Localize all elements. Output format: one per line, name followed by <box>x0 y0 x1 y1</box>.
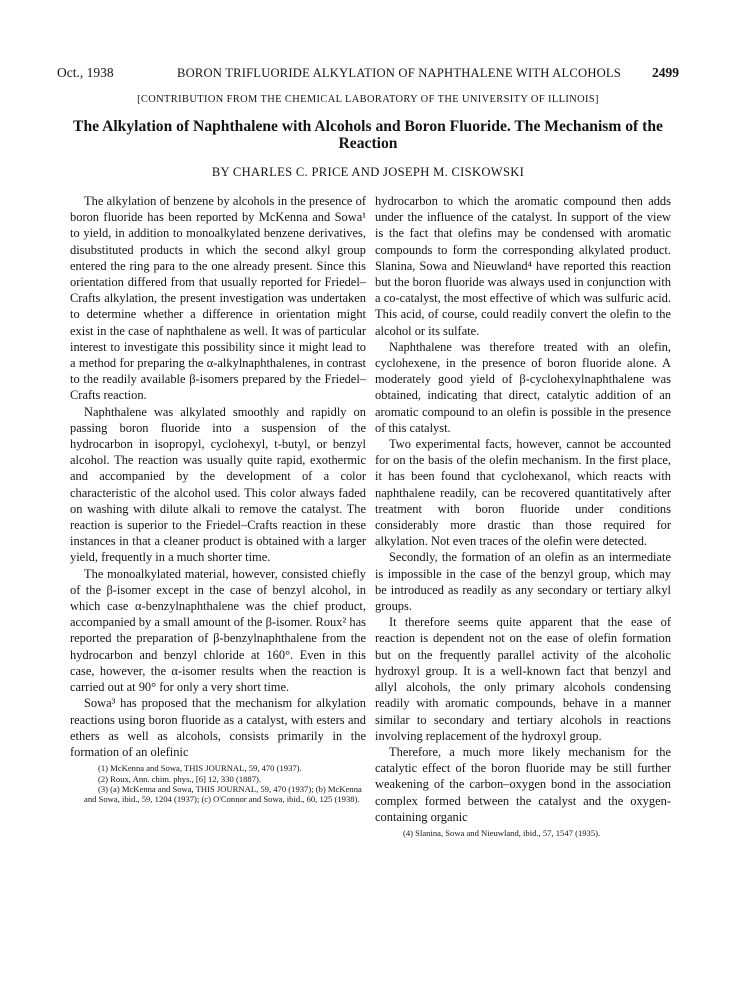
byline: BY CHARLES C. PRICE AND JOSEPH M. CISKOWSKI <box>211 165 525 179</box>
paragraph-continuation: hydrocarbon to which the aromatic compound then adds under the influence of the catalyst. In support of the view is the fact that olefins may be condensed with aromatic compounds to form the corresponding alkylated product. Slanina, Sowa and Nieuwland⁴ have reported this reaction but the boron fluoride was always used in conjunction with a co-catalyst, the most effective of which was sulfuric acid. This acid, of course, could readily convert the olefin to the alcohol or its sulfate. <box>375 194 671 338</box>
footnotes <box>375 828 671 838</box>
running-title: BORON TRIFLUORIDE ALKYLATION OF NAPHTHALENE WITH ALCOHOLS <box>177 66 622 80</box>
right-column <box>375 193 671 838</box>
footnotes <box>70 763 366 805</box>
running-head <box>57 65 679 85</box>
footnote: (4) Slanina, Sowa and Nieuwland, ibid., 57, 1547 (1935). <box>403 827 601 838</box>
issue-date: Oct., 1938 <box>57 65 114 80</box>
footnote: (2) Roux, Ann. chim. phys., [6] 12, 330 (1887). <box>98 773 262 784</box>
paragraph: Therefore, a much more likely mechanism for the catalytic effect of the boron fluoride may be still further weakening of the carbon–oxygen bond in the association complex formed between the catalyst and the oxygen-containing organic <box>375 744 671 824</box>
paragraph: Sowa³ has proposed that the mechanism for alkylation reactions using boron fluoride as a catalyst, with esters and ethers as well as alcohols, consists primarily in the formation of an olefinic <box>70 696 366 759</box>
paragraph: Naphthalene was therefore treated with an olefin, cyclohexene, in the presence of boron fluoride alone. A moderately good yield of β-cyclohexylnaphthalene was obtained, indicating that direct, catalytic addition of an aromatic compound to an olefin is possible in the presence of this catalyst. <box>375 339 671 435</box>
footnote: (1) McKenna and Sowa, THIS JOURNAL, 59, 470 (1937). <box>98 763 302 774</box>
page-number: 2499 <box>652 65 679 80</box>
paragraph: Secondly, the formation of an olefin as an intermediate is impossible in the case of the benzyl group, which may be introduced as readily as any secondary or tertiary alkyl groups. <box>375 550 671 614</box>
footnote: (3) (a) McKenna and Sowa, THIS JOURNAL, 59, 470 (1937); (b) McKenna and Sowa, ibid., 59, 1204 (1937); (c) O'Connor and Sowa, ibid., 60, 125 (1938). <box>84 783 362 805</box>
paragraph: Naphthalene was alkylated smoothly and rapidly on passing boron fluoride into a suspension of the hydrocarbon in isopropyl, cyclohexyl, t-butyl, or benzyl alcohol. The reaction was usually quite rapid, exothermic and accompanied by the development of a color characteristic of the alcohol used. This color always faded on washing with dilute alkali to remove the catalyst. The reaction is superior to the Friedel–Crafts reaction in these instances in that a cleaner product is obtained with a larger yield, frequently in a much shorter time. <box>70 404 366 565</box>
paragraph: It therefore seems quite apparent that the ease of reaction is dependent not on the ease of olefin formation but on the frequently parallel activity of the alcoholic hydroxyl group. It is a well-known fact that benzyl and allyl alcohols, the only primary alcohols condensing readily with aromatic compounds, behave in a manner similar to secondary and tertiary alcohols in reactions involving replacement of the hydroxyl group. <box>375 615 671 743</box>
article-title: The Alkylation of Naphthalene with Alcohols and Boron Fluoride. The Mechanism of the Reaction <box>73 118 663 152</box>
contribution-line: [CONTRIBUTION FROM THE CHEMICAL LABORATORY OF THE UNIVERSITY OF ILLINOIS] <box>137 94 599 105</box>
left-column <box>70 193 366 805</box>
paragraph: The alkylation of benzene by alcohols in the presence of boron fluoride has been reported by McKenna and Sowa¹ to yield, in addition to monoalkylated benzene derivatives, disubstituted products in which the second alkyl group entered the ring para to the one already present. Since this orientation differed from that usually reported for Friedel–Crafts alkylation, the present investigation was undertaken to determine whether a difference in orientation might exist in the case of naphthalene as well. It was of particular interest to investigate this possibility since it might lead to a method for preparing the α-alkylnaphthalenes, in contrast to the readily available β-isomers prepared by the Friedel–Crafts reaction. <box>70 194 366 403</box>
paragraph: Two experimental facts, however, cannot be accounted for on the basis of the olefin mechanism. In the first place, it has been found that cyclohexanol, which reacts with naphthalene readily, can be recovered quantitatively after treatment with boron fluoride under conditions considerably more drastic than those required for alkylation. Not even traces of the olefin were detected. <box>375 437 671 549</box>
paragraph: The monoalkylated material, however, consisted chiefly of the β-isomer except in the case of benzyl alcohol, in which case α-benzylnaphthalene was the chief product, accompanied by a small amount of the β-isomer. Roux² has reported the preparation of β-benzylnaphthalene from the hydrocarbon and benzyl chloride at 160°. Even in this case, however, the α-isomer results when the reaction is carried out at 90° for only a very short time. <box>70 566 366 695</box>
